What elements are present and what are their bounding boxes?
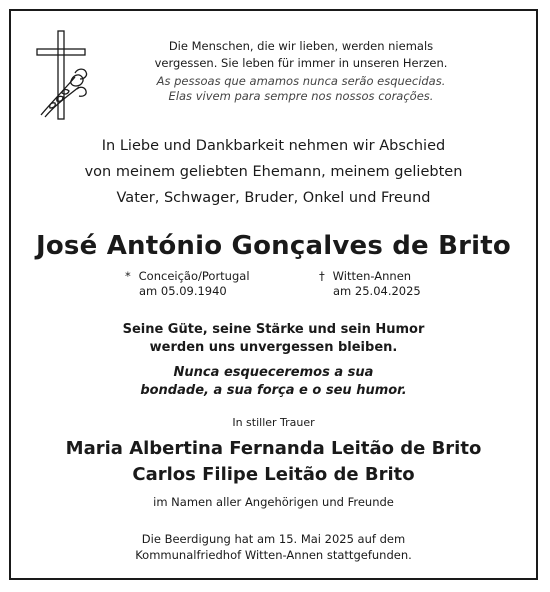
motto-german-line: werden uns unvergessen bleiben. xyxy=(149,340,398,355)
quote-german-line: vergessen. Sie leben für immer in unseren Herzen. xyxy=(154,56,448,70)
mourner-name: Maria Albertina Fernanda Leitão de Brito xyxy=(65,438,482,459)
death-symbol: † xyxy=(319,269,325,283)
birth-symbol: * xyxy=(125,269,131,283)
intro-line: In Liebe und Dankbarkeit nehmen wir Abschied xyxy=(101,138,446,154)
death-place: Witten-Annen xyxy=(332,269,412,283)
death-info xyxy=(319,269,421,299)
quote-portuguese xyxy=(71,74,531,104)
birth-place: Conceição/Portugal xyxy=(138,269,250,283)
quote-german-line: Die Menschen, die wir lieben, werden niemals xyxy=(168,39,434,53)
motto-portuguese-line: Nunca esqueceremos a sua xyxy=(173,365,374,380)
funeral-line: Die Beerdigung hat am 15. Mai 2025 auf dem xyxy=(141,532,406,546)
death-date: am 25.04.2025 xyxy=(333,284,421,298)
motto-german-line: Seine Güte, seine Stärke und sein Humor xyxy=(122,322,425,337)
quote-german xyxy=(71,38,531,72)
obituary-card xyxy=(9,9,538,580)
mourner-name: Carlos Filipe Leitão de Brito xyxy=(132,464,415,485)
birth-date: am 05.09.1940 xyxy=(139,284,227,298)
quote-portuguese-line: As pessoas que amamos nunca serão esquecidas. xyxy=(156,74,446,88)
mourning-label: In stiller Trauer xyxy=(232,416,315,429)
motto-portuguese xyxy=(11,364,536,400)
intro-line: Vater, Schwager, Bruder, Onkel und Freund xyxy=(116,190,431,206)
birth-info xyxy=(125,269,250,299)
intro-line: von meinem geliebten Ehemann, meinem geliebten xyxy=(84,164,463,180)
deceased-name: José António Gonçalves de Brito xyxy=(36,231,511,261)
funeral-line: Kommunalfriedhof Witten-Annen stattgefunden. xyxy=(135,548,412,562)
mourners-list xyxy=(11,436,536,488)
farewell-intro xyxy=(11,133,536,211)
on-behalf-line: im Namen aller Angehörigen und Freunde xyxy=(153,495,394,509)
motto-german xyxy=(11,321,536,357)
funeral-notice xyxy=(11,531,536,563)
motto-portuguese-line: bondade, a sua força e o seu humor. xyxy=(140,383,407,398)
quote-portuguese-line: Elas vivem para sempre nos nossos corações. xyxy=(168,89,434,103)
